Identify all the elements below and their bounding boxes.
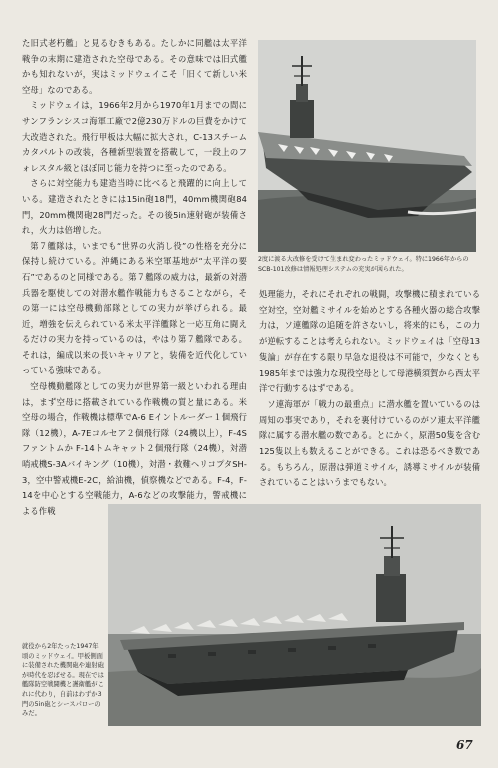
left-paragraph-3: さらに対空能力も建造当時に比べると飛躍的に向上している。建造されたときには15in砲18門，40mm機関砲84門，20mm機関砲28門だった。その後5in速射砲が装備され，火力は倍増した。: [22, 178, 247, 236]
right-text-column: [259, 287, 480, 491]
bottom-photo-caption: 就役から2年たった1947年頃のミッドウェイ。甲板側面に装備された機関砲や連射砲が時代を忍ばせる。現在では艦隊防空戦闘機と護衛艦がこれに代わり，自前はわずか3門の5in砲とシースパローのみだ。: [22, 643, 104, 718]
top-photo-caption: 2度に渡る大改修を受けて生まれ変わったミッドウェイ。特に1966年からのSCB-101改修は情報処理システムの充実が図られた。: [258, 256, 469, 273]
page-number: 67: [456, 738, 473, 752]
right-paragraph-2: ソ連海軍が「戦力の最重点」に潜水艦を置いているのは周知の事実であり，それを裏付けているのがソ連太平洋艦隊に属する潜水艦の数である。とにかく，原潜50隻を含む125隻以上も数えることができる。これは恐るべき数である。もちろん，原潜は弾道ミサイル，誘導ミサイルが装備されていることはいうまでもない。: [259, 398, 480, 488]
carrier-photo-bottom: [108, 504, 481, 726]
left-paragraph-2: ミッドウェイは，1966年2月から1970年1月までの間にサンフランシスコ海軍工廠で2億230万ドルの巨費をかけて大改造された。飛行甲板は大幅に拡大され，C-13スチームカタパルトの改装，各種新型装置を搭載して，一段上のフォレスタル級とほぼ同じ能力を持つに至ったのである。: [22, 100, 247, 173]
left-paragraph-4: 第７艦隊は，いまでも“世界の火消し役”の性格を充分に保持し続けている。沖縄にある米空軍基地が“太平洋の要石”であるのと同様である。第７艦隊の威力は，最新の対潜兵器を駆使しての対潜水艦作戦能力もさることながら，その第一には空母機動部隊としての実力が挙げられる。最近，増強を伝えられている米太平洋艦隊と一応互角に闘えるだけの実力を持っているのは，やはり第７艦隊である。それは，編成以来の長いキャリアと，装備を近代化していっている強味である。: [22, 240, 247, 376]
left-text-column: [22, 36, 247, 519]
right-paragraph-1: 処理能力，それにそれぞれの戦闘，攻撃機に積まれている空対空，空対艦ミサイルを始めとする各種火器の総合攻撃力は，ソ連艦隊の追随を許さないし，将来的にも，この力が逆転することは考えられない。ミッドウェイは「空母13隻論」が存在する限り早急な退役は不可能で，少なくとも1985年までは強力な現役空母として母港横須賀から西太平洋で行動するはずである。: [259, 289, 480, 394]
carrier-photo-top: [258, 40, 476, 252]
left-paragraph-1: た旧式老朽艦」と見るむきもある。たしかに同艦は太平洋戦争の末期に建造された空母である。その意味では旧式艦かも知れないが，実はミッドウェイこそ「旧くて新しい米空母」なのである。: [22, 38, 247, 95]
left-paragraph-5: 空母機動艦隊としての実力が世界第一級といわれる理由は，まず空母に搭載されている作戦機の質と量にある。米空母の場合，作戦機は標準でA-6 Eイントルーダー１個飛行隊（12機），A-7Eコルセア２個飛行隊（24機以上），F-4Sファントムか F-14トムキャット２個飛行隊（24機），対潜哨戒機S-3Aバイキング（10機），対潜・救難ヘリコプタSH-3，空中警戒機E-2C，給油機，偵察機などである。F-4，F-14を中心とする空戦能力，A-6などの攻撃能力，警戒機による作戦: [22, 381, 247, 516]
